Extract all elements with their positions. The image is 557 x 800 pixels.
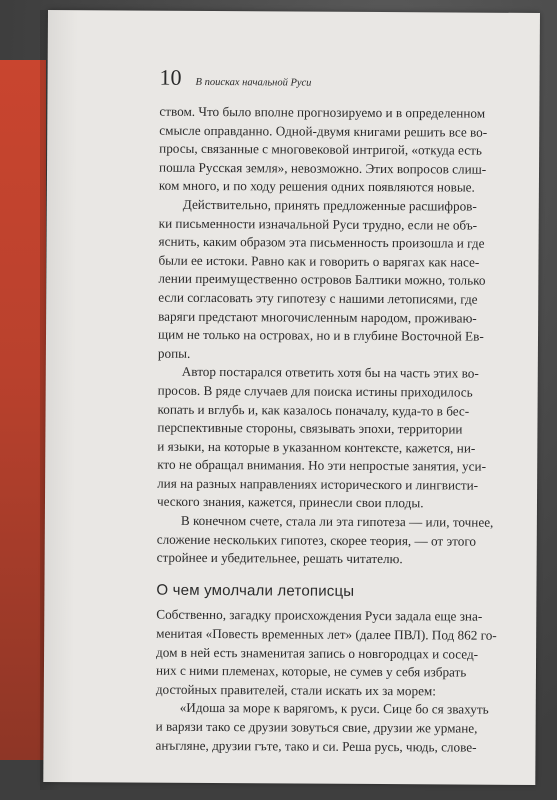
text-line: Автор постарался ответить хотя бы на часть этих во- xyxy=(181,364,479,381)
text-line: стройнее и убедительнее, решать читателю. xyxy=(156,549,403,567)
text-line: ческого знания, кажется, принесли свои плоды. xyxy=(156,494,424,511)
text-line: пошла Русская земля», невозможно. Этих вопросов слиш- xyxy=(158,159,487,177)
text-line: ки письменности изначальной Руси трудно, если не объ- xyxy=(158,215,478,233)
paragraph xyxy=(158,196,539,366)
text-line: лении преимущественно островов Балтики можно, только xyxy=(158,271,486,289)
text-line: щим не только на островах, но и в глубине Восточной Ев- xyxy=(157,326,484,344)
page-header xyxy=(159,64,312,90)
text-line: просов. В ряде случаев для поиска истины приходилось xyxy=(157,382,473,400)
text-line: лия на разных направлениях исторического и лингвисти- xyxy=(157,475,479,493)
paragraph xyxy=(155,699,535,757)
body-text xyxy=(155,103,539,757)
text-line: перспективные стороны, связывать эпохи, территории xyxy=(157,419,463,437)
text-line: яснить, каким образом эта письменность произошла и где xyxy=(158,233,485,251)
text-line: сложение нескольких гипотез, скорее теория, — от этого xyxy=(156,531,477,549)
text-line: ством. Что было вполне прогнозируемо и в определенном xyxy=(159,103,486,121)
text-line: ком много, и по ходу решения одних появляются новые. xyxy=(158,178,475,195)
text-line: Собственно, загадку происхождения Руси задала еще зна- xyxy=(156,607,483,625)
text-line: варяги предстают многочисленным народом, проживаю- xyxy=(158,308,477,326)
text-line: В конечном счете, стала ли эта гипотеза — или, точнее, xyxy=(180,512,494,530)
paragraph xyxy=(157,363,538,514)
text-line: ропы. xyxy=(157,345,191,361)
text-line: Действительно, принять предложенные расшифров- xyxy=(182,196,477,214)
text-line: смысле оправданно. Одной-двумя книгами решить все во- xyxy=(159,122,488,140)
section-heading: О чем умолчали летописцы xyxy=(156,581,355,600)
text-line: анъгляне, друзии гъте, тако и си. Реша русь, чюдь, слове- xyxy=(155,737,477,755)
paragraph xyxy=(159,103,540,198)
paragraph xyxy=(156,606,537,701)
text-line: достойных правителей, стали искать их за морем: xyxy=(155,681,437,699)
text-line: и языки, на которые в указанном контексте, кажется, ни- xyxy=(157,438,476,456)
paragraph xyxy=(157,512,537,570)
book-page xyxy=(43,10,540,785)
text-line: были ее истоки. Равно как и говорить о варягах как насе- xyxy=(158,252,480,270)
text-line: менитая «Повесть временных лет» (далее ПВЛ). Под 862 го- xyxy=(156,625,497,643)
text-line: просы, связанные с многовековой интригой, «откуда есть xyxy=(159,140,482,158)
text-line: и варязи тако се друзии зовуться свие, друзии же урмане, xyxy=(155,718,478,736)
text-line: «Идоша за море к варягомъ, к руси. Сице бо ся звахуть xyxy=(179,700,489,718)
page-number: 10 xyxy=(159,64,182,90)
running-title: В поисках начальной Руси xyxy=(195,76,312,89)
text-line: дом в ней есть знаменитая запись о новгородцах и сосед- xyxy=(156,644,479,662)
text-line: них с ними племенах, которые, не сумев у себя избрать xyxy=(155,662,467,680)
text-line: если согласовать эту гипотезу с нашими летописями, где xyxy=(158,289,478,307)
text-line: кто не обращал внимания. Но эти непростые занятия, уси- xyxy=(157,456,487,474)
text-line: копать и вглубь и, как казалось поначалу, куда-то в бес- xyxy=(157,401,470,419)
